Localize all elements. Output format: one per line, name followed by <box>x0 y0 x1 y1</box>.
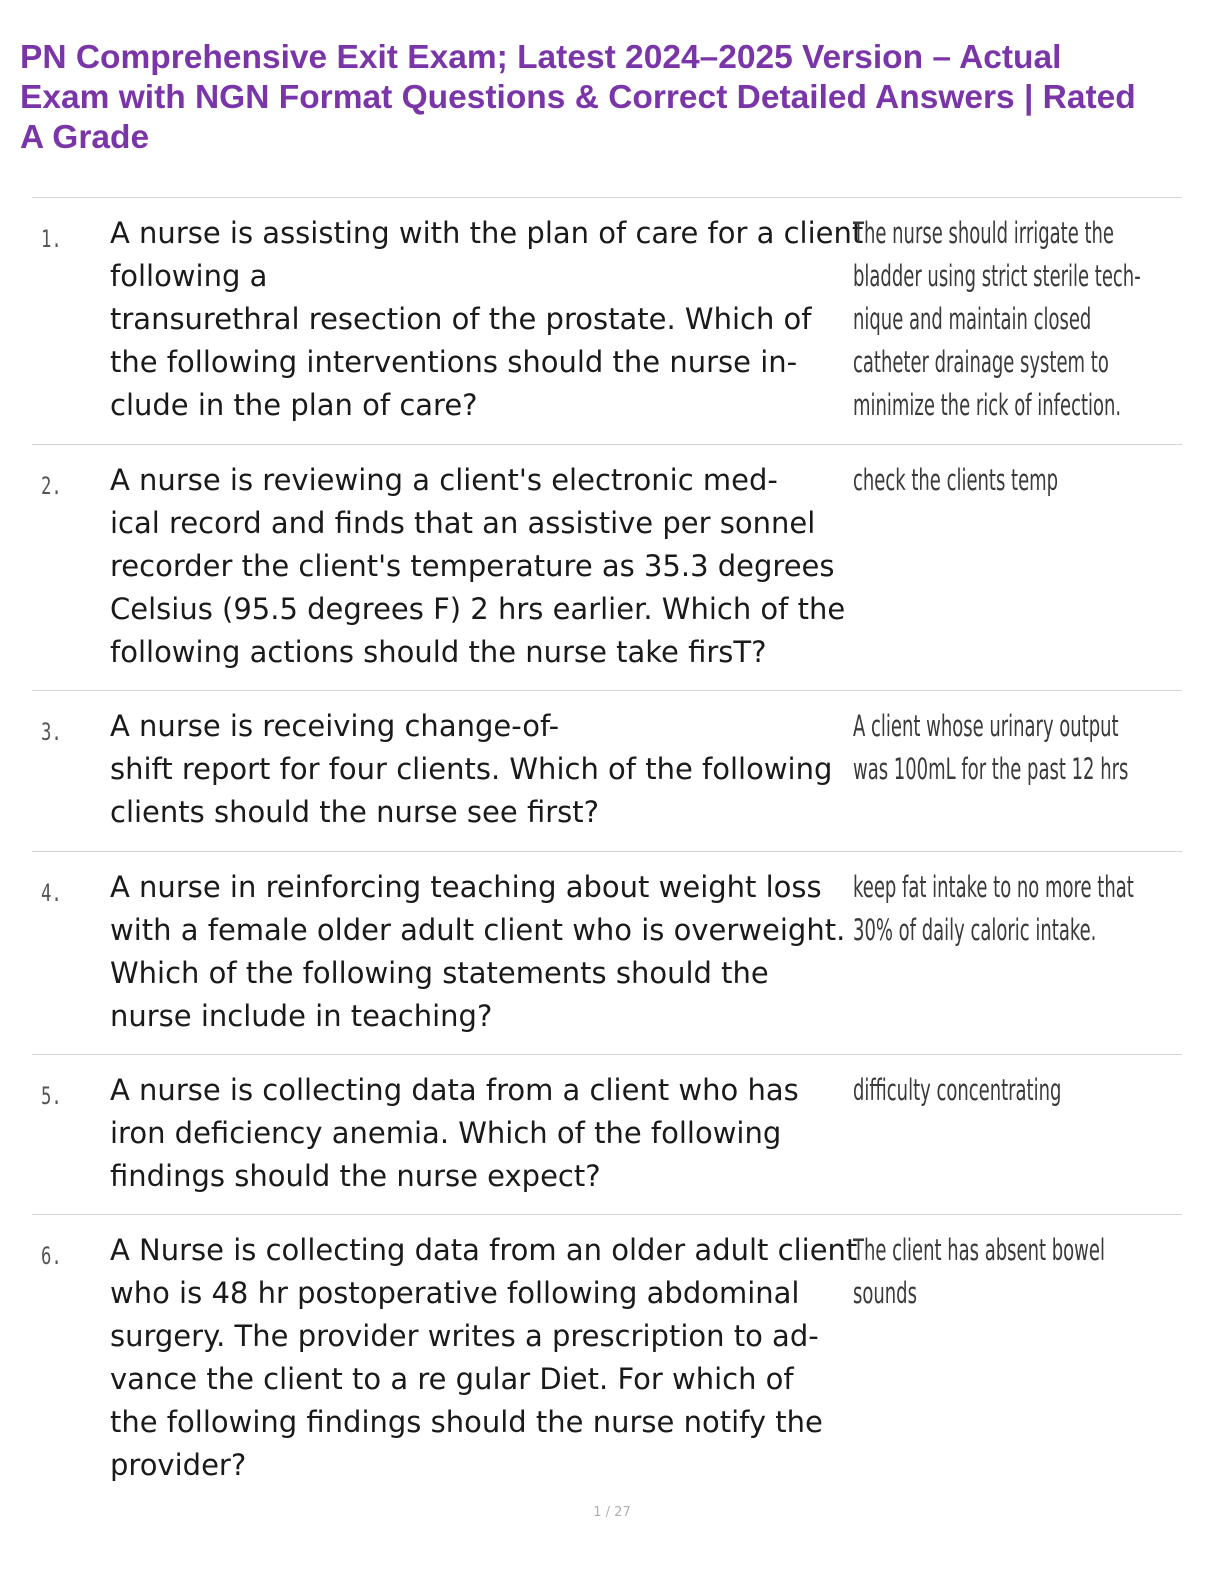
question-text <box>110 212 864 427</box>
answer-line: sounds <box>853 1276 917 1310</box>
question-line: iron deficiency anemia. Which of the following <box>110 1116 782 1150</box>
answer-text <box>853 212 1141 427</box>
answer-text <box>853 866 1134 952</box>
question-line: the following interventions should the nurse in- <box>110 345 798 379</box>
answer-text <box>853 1069 1062 1112</box>
question-line: recorder the client's temperature as 35.3 degrees <box>110 549 835 583</box>
question-line: ical record and finds that an assistive per sonnel <box>110 506 816 540</box>
answer-line: 30% of daily caloric intake. <box>853 913 1097 947</box>
answer-line: The client has absent bowel <box>853 1233 1105 1267</box>
item-number: 3. <box>41 718 62 746</box>
qa-item-6 <box>32 1214 1182 1504</box>
qa-item-3 <box>32 690 1182 851</box>
question-line: nurse include in teaching? <box>110 999 493 1033</box>
question-line: following actions should the nurse take firsT? <box>110 635 767 669</box>
page-number: 1 / 27 <box>593 1505 631 1520</box>
question-text <box>110 705 850 834</box>
question-text <box>110 866 850 1038</box>
question-line: clude in the plan of care? <box>110 388 478 422</box>
answer-line: keep fat intake to no more that <box>853 870 1134 904</box>
question-line: surgery. The provider writes a prescription to ad- <box>110 1319 819 1353</box>
qa-item-4 <box>32 851 1182 1054</box>
question-line: A Nurse is collecting data from an older adult client <box>110 1233 858 1267</box>
question-line: following a <box>110 259 268 293</box>
answer-line: bladder using strict sterile tech- <box>853 259 1141 293</box>
answer-line: minimize the rick of infection. <box>853 388 1122 422</box>
question-text <box>110 1229 858 1487</box>
question-line: A nurse is reviewing a client's electronic med- <box>110 463 778 497</box>
question-line: Celsius (95.5 degrees F) 2 hrs earlier. Which of the <box>110 592 846 626</box>
question-line: A nurse is collecting data from a client who has <box>110 1073 799 1107</box>
question-line: provider? <box>110 1448 247 1482</box>
question-line: Which of the following statements should the <box>110 956 769 990</box>
answer-line: A client whose urinary output <box>853 709 1119 743</box>
title-line: Exam with NGN Format Questions & Correct Detailed Answers | Rated <box>20 79 1136 116</box>
item-number: 1. <box>41 225 62 253</box>
question-line: the following findings should the nurse notify the <box>110 1405 823 1439</box>
qa-item-2 <box>32 444 1182 690</box>
answer-line: check the clients temp <box>853 463 1059 497</box>
question-line: who is 48 hr postoperative following abdominal <box>110 1276 800 1310</box>
question-line: A nurse is assisting with the plan of care for a client <box>110 216 864 250</box>
question-text <box>110 459 850 674</box>
question-line: transurethral resection of the prostate. Which of <box>110 302 812 336</box>
answer-line: difficulty concentrating <box>853 1073 1062 1107</box>
question-line: with a female older adult client who is overweight. <box>110 913 846 947</box>
title-line: A Grade <box>20 119 150 156</box>
question-line: shift report for four clients. Which of the following <box>110 752 833 786</box>
item-number: 2. <box>41 472 62 500</box>
item-number: 6. <box>41 1242 62 1270</box>
question-line: A nurse in reinforcing teaching about weight loss <box>110 870 822 904</box>
question-answer-list <box>32 197 1182 1504</box>
item-number: 4. <box>41 879 62 907</box>
answer-text <box>853 705 1129 791</box>
question-line: vance the client to a re gular Diet. For which of <box>110 1362 794 1396</box>
title-line: PN Comprehensive Exit Exam; Latest 2024–2025 Version – Actual <box>20 39 1062 76</box>
qa-item-5 <box>32 1054 1182 1214</box>
answer-line: The nurse should irrigate the <box>853 216 1114 250</box>
answer-line: nique and maintain closed <box>853 302 1092 336</box>
item-number: 5. <box>41 1082 62 1110</box>
qa-item-1 <box>32 197 1182 444</box>
answer-text <box>853 1229 1105 1315</box>
question-line: findings should the nurse expect? <box>110 1159 601 1193</box>
question-text <box>110 1069 850 1198</box>
question-line: A nurse is receiving change-of- <box>110 709 560 743</box>
answer-text <box>853 459 1058 502</box>
answer-line: catheter drainage system to <box>853 345 1109 379</box>
document-title <box>20 38 1210 158</box>
question-line: clients should the nurse see first? <box>110 795 600 829</box>
answer-line: was 100mL for the past 12 hrs <box>853 752 1129 786</box>
